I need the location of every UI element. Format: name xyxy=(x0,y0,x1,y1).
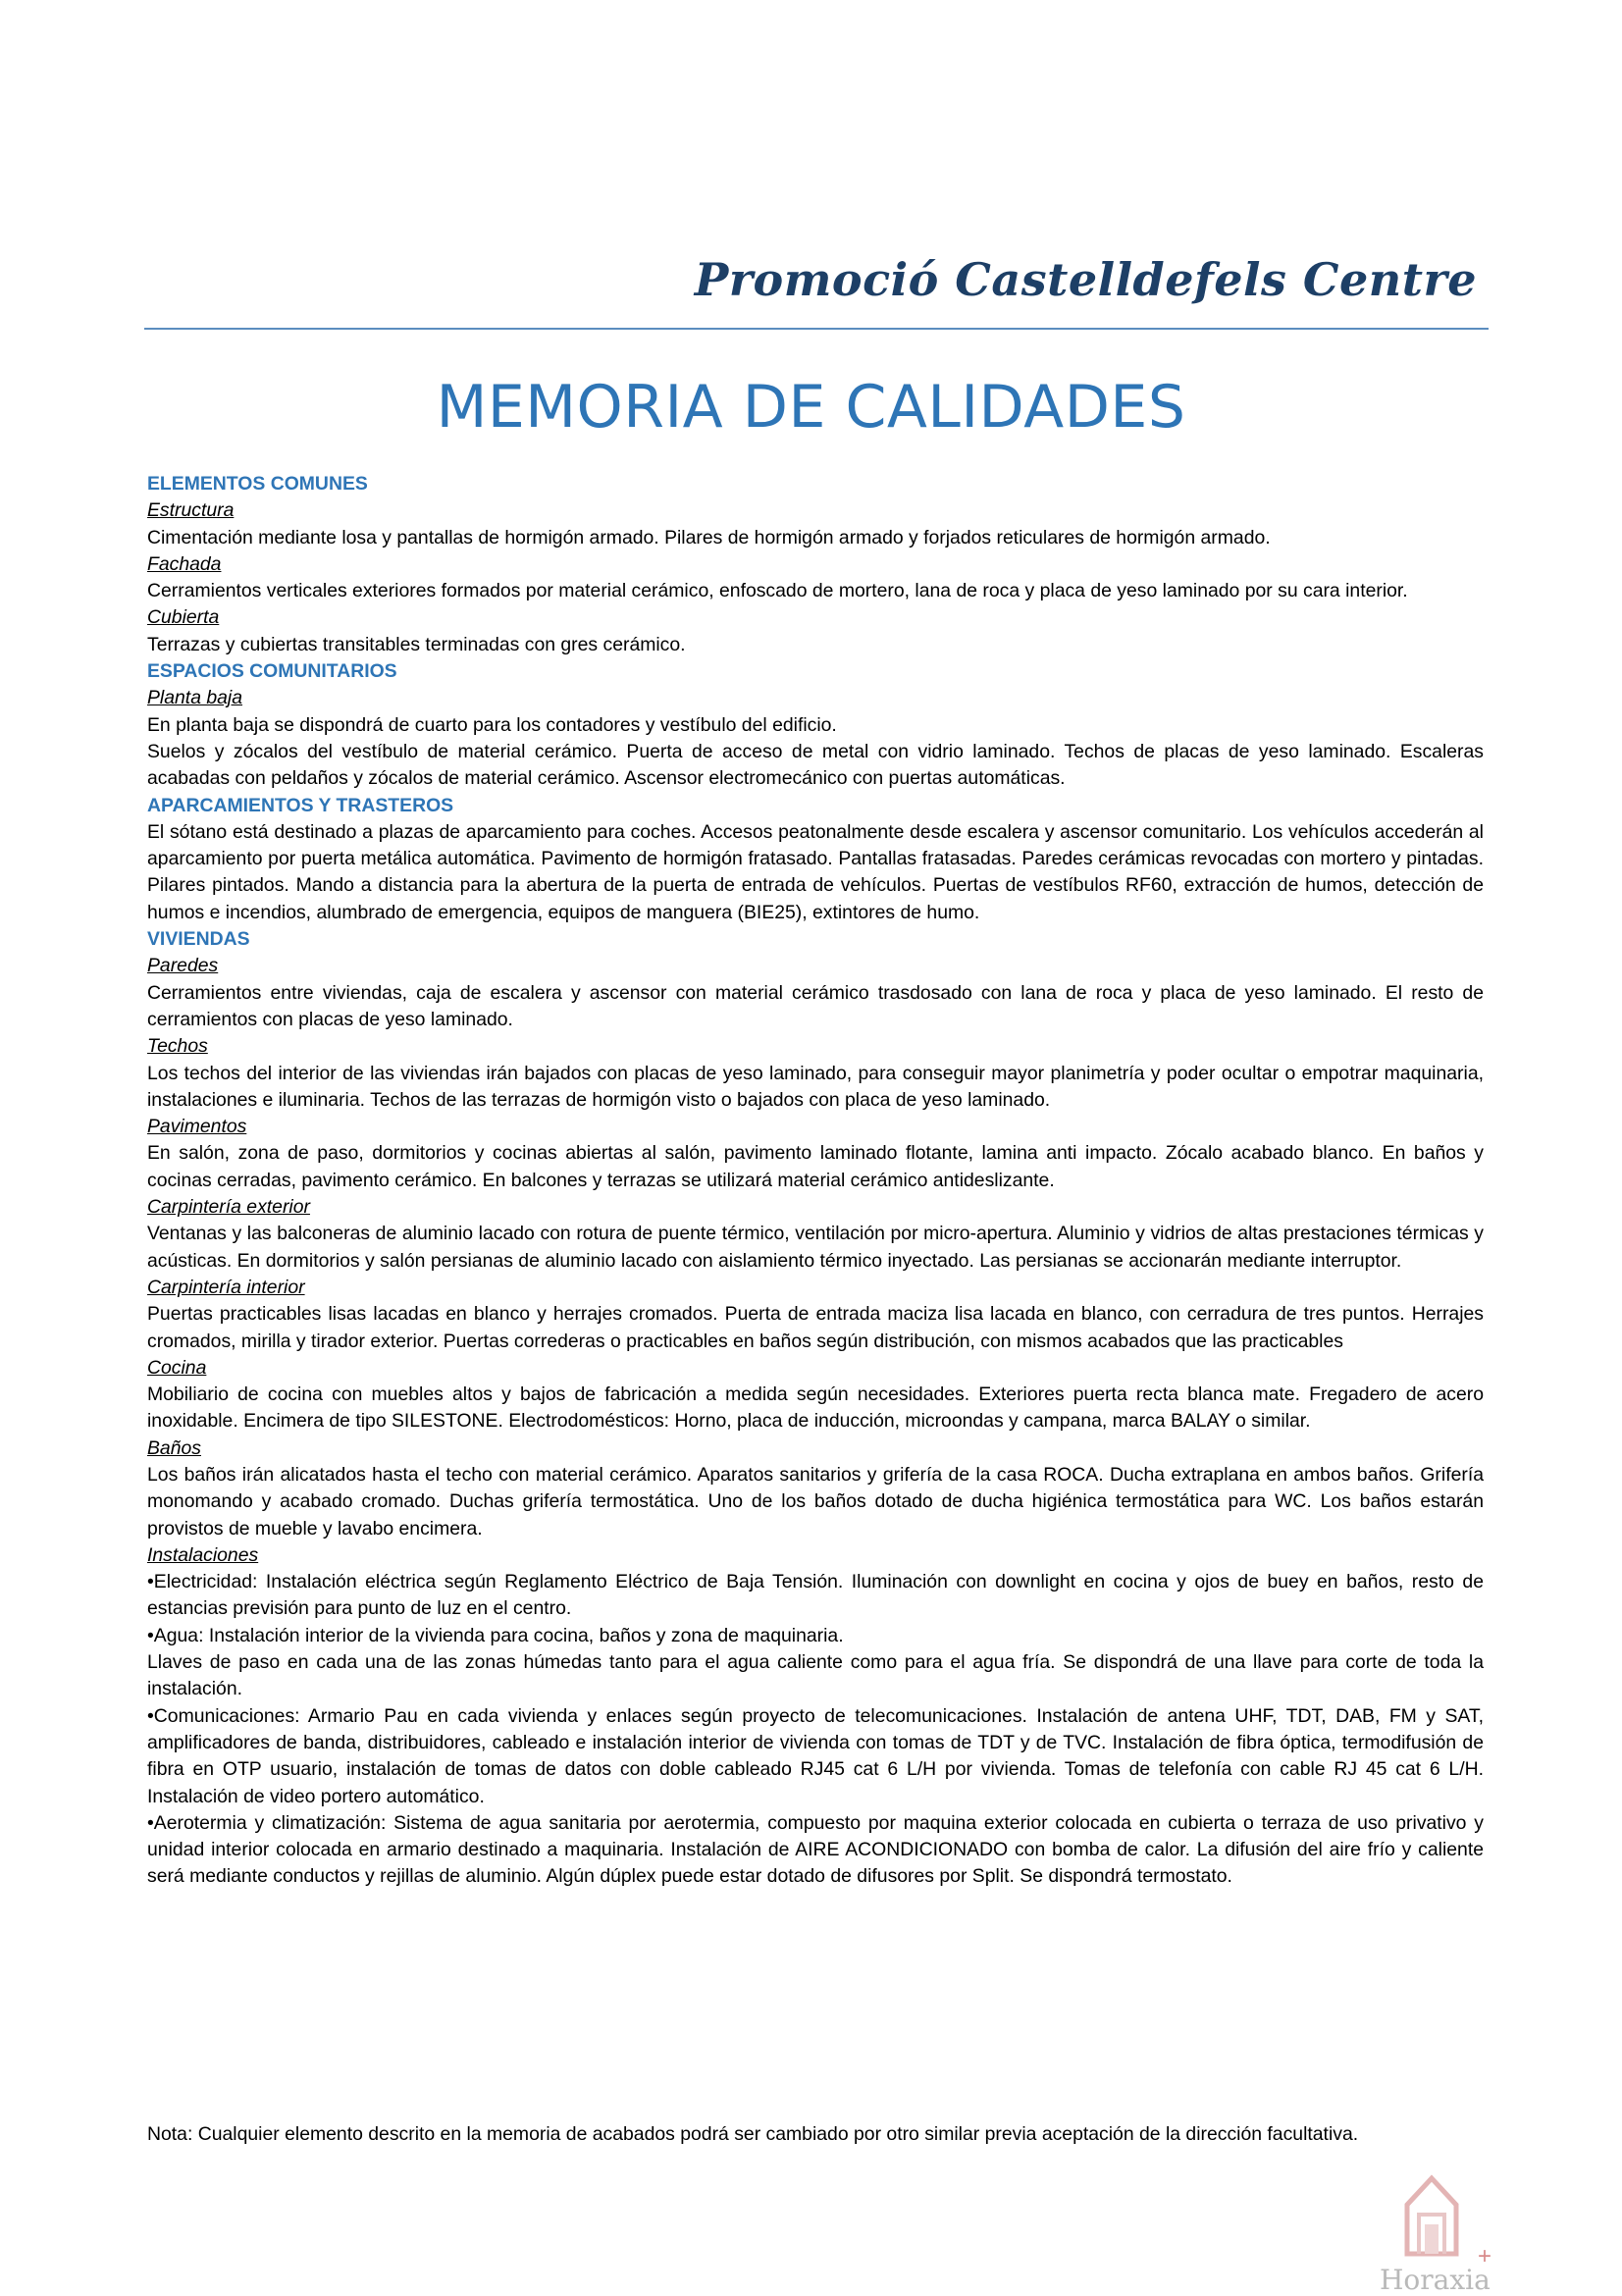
body-paragraph: En salón, zona de paso, dormitorios y cocinas abiertas al salón, pavimento laminado flotante, lamina anti impacto. Zócalo acabado blanco. En baños y cocinas cerradas, pavimento cerámico. En balcones y terrazas se utilizará material cerámico antideslizante. xyxy=(147,1142,1484,1191)
body-paragraph: Cerramientos entre viviendas, caja de escalera y ascensor con material cerámico trasdosado con lana de roca y placa de yeso laminado. El resto de cerramientos con placas de yeso laminado. xyxy=(147,981,1484,1030)
body-paragraph: Cimentación mediante losa y pantallas de hormigón armado. Pilares de hormigón armado y forjados reticulares de hormigón armado. xyxy=(147,526,1271,548)
page-title: MEMORIA DE CALIDADES xyxy=(436,373,1186,442)
subsection-heading: Techos xyxy=(147,1035,208,1058)
body-paragraph: El sótano está destinado a plazas de aparcamiento para coches. Accesos peatonalmente desde escalera y ascensor comunitario. Los vehículos accederán al aparcamiento por puerta metálica automática. Pavimento de hormigón fratasado. Pantallas fratasadas. Paredes cerámicas revocadas con mortero y pintadas. Pilares pintados. Mando a distancia para la abertura de la puerta de entrada de vehículos. Puertas de vestíbulos RF60, extracción de humos, detección de humos e incendios, alumbrado de emergencia, equipos de manguera (BIE25), extintores de humo. xyxy=(147,820,1484,923)
body-paragraph: En planta baja se dispondrá de cuarto para los contadores y vestíbulo del edificio. xyxy=(147,713,837,736)
body-paragraph: •Agua: Instalación interior de la vivienda para cocina, baños y zona de maquinaria. xyxy=(147,1624,844,1646)
section-heading: ESPACIOS COMUNITARIOS xyxy=(147,660,397,683)
subsection-heading: Cubierta xyxy=(147,606,220,629)
subsection-heading: Carpintería exterior xyxy=(147,1196,310,1219)
logo-wordmark: Horaxia xyxy=(1380,2264,1491,2296)
horaxia-logo xyxy=(1380,2170,1492,2296)
subsection-heading: Pavimentos xyxy=(147,1116,247,1138)
body-paragraph: Los baños irán alicatados hasta el techo con material cerámico. Aparatos sanitarios y grifería de la casa ROCA. Ducha extraplana en ambos baños. Grifería monomando y acabado cromado. Duchas grifería termostática. Uno de los baños dotado de ducha higiénica termostática para WC. Los baños estarán provistos de mueble y lavabo encimera. xyxy=(147,1463,1484,1539)
subsection-heading: Instalaciones xyxy=(147,1543,259,1566)
body-paragraph: •Electricidad: Instalación eléctrica según Reglamento Eléctrico de Baja Tensión. Iluminación con downlight en cocina y ojos de buey en baños, resto de estancias previsión para punto de luz en el centro. xyxy=(147,1571,1484,1620)
body-paragraph: Llaves de paso en cada una de las zonas húmedas tanto para el agua caliente como para el agua fría. Se dispondrá de una llave para corte de toda la instalación. xyxy=(147,1651,1484,1700)
body-paragraph: •Comunicaciones: Armario Pau en cada vivienda y enlaces según proyecto de telecomunicaciones. Instalación de antena UHF, TDT, DAB, FM y SAT, amplificadores de banda, distribuidores, cableado e instalación interior de vivienda con tomas de TDT y de TVC. Instalación de fibra óptica, termodifusión de fibra en OTP usuario, instalación de tomas de datos con doble cableado RJ45 cat 6 L/H por vivienda. Tomas de telefonía con cable RJ 45 cat 6 L/H. Instalación de video portero automático. xyxy=(147,1704,1484,1807)
body-paragraph: Puertas practicables lisas lacadas en blanco y herrajes cromados. Puerta de entrada maciza lisa lacada en blanco, con cerradura de tres puntos. Herrajes cromados, mirilla y tirador exterior. Puertas correderas o practicables en baños según distribución, con mismos acabados que las practicables xyxy=(147,1303,1484,1352)
subsection-heading: Paredes xyxy=(147,955,219,977)
project-title: Promoció Castelldefels Centre xyxy=(694,253,1477,306)
subsection-heading: Cocina xyxy=(147,1356,207,1379)
subsection-heading: Baños xyxy=(147,1436,201,1459)
subsection-heading: Carpintería interior xyxy=(147,1276,305,1298)
header-divider xyxy=(144,328,1489,330)
body-paragraph: Cerramientos verticales exteriores formados por material cerámico, enfoscado de mortero, lana de roca y placa de yeso laminado por su cara interior. xyxy=(147,580,1408,602)
body-paragraph: Los techos del interior de las viviendas irán bajados con placas de yeso laminado, para conseguir mayor planimetría y poder ocultar o empotrar maquinaria, instalaciones e iluminaria. Techos de las terrazas de hormigón visto o bajados con placa de yeso laminado. xyxy=(147,1062,1484,1111)
section-heading: ELEMENTOS COMUNES xyxy=(147,473,368,495)
subsection-heading: Planta baja xyxy=(147,687,243,709)
footer-note: Nota: Cualquier elemento descrito en la memoria de acabados podrá ser cambiado por otro similar previa aceptación de la dirección facultativa. xyxy=(147,2123,1359,2145)
logo-plus: + xyxy=(1478,2243,1492,2270)
subsection-heading: Fachada xyxy=(147,552,222,575)
body-paragraph: Mobiliario de cocina con muebles altos y bajos de fabricación a medida según necesidades. Exteriores puerta recta blanca mate. Fregadero de acero inoxidable. Encimera de tipo SILESTONE. Electrodomésticos: Horno, placa de inducción, microondas y campana, marca BALAY o similar. xyxy=(147,1383,1484,1433)
document-body xyxy=(147,471,1484,1891)
body-paragraph: Ventanas y las balconeras de aluminio lacado con rotura de puente térmico, ventilación por micro-apertura. Aluminio y vidrios de altas prestaciones térmicas y acústicas. En dormitorios y salón persianas de aluminio lacado con aislamiento térmico inyectado. Las persianas se accionarán mediante interruptor. xyxy=(147,1223,1484,1272)
body-paragraph: Terrazas y cubiertas transitables terminadas con gres cerámico. xyxy=(147,633,686,655)
house-logo-icon xyxy=(1397,2170,1466,2259)
body-paragraph: Suelos y zócalos del vestíbulo de material cerámico. Puerta de acceso de metal con vidrio laminado. Techos de placas de yeso laminado. Escaleras acabadas con peldaños y zócalos de material cerámico. Ascensor electromecánico con puertas automáticas. xyxy=(147,740,1484,790)
section-heading: APARCAMIENTOS Y TRASTEROS xyxy=(147,794,454,816)
section-heading: VIVIENDAS xyxy=(147,928,250,951)
subsection-heading: Estructura xyxy=(147,499,235,522)
body-paragraph: •Aerotermia y climatización: Sistema de agua sanitaria por aerotermia, compuesto por maquina exterior colocada en cubierta o terraza de uso privativo y unidad interior colocada en armario destinado a maquinaria. Instalación de AIRE ACONDICIONADO con bomba de calor. La difusión del aire frío y caliente será mediante conductos y rejillas de aluminio. Algún dúplex puede estar dotado de difusores por Split. Se dispondrá termostato. xyxy=(147,1811,1484,1888)
